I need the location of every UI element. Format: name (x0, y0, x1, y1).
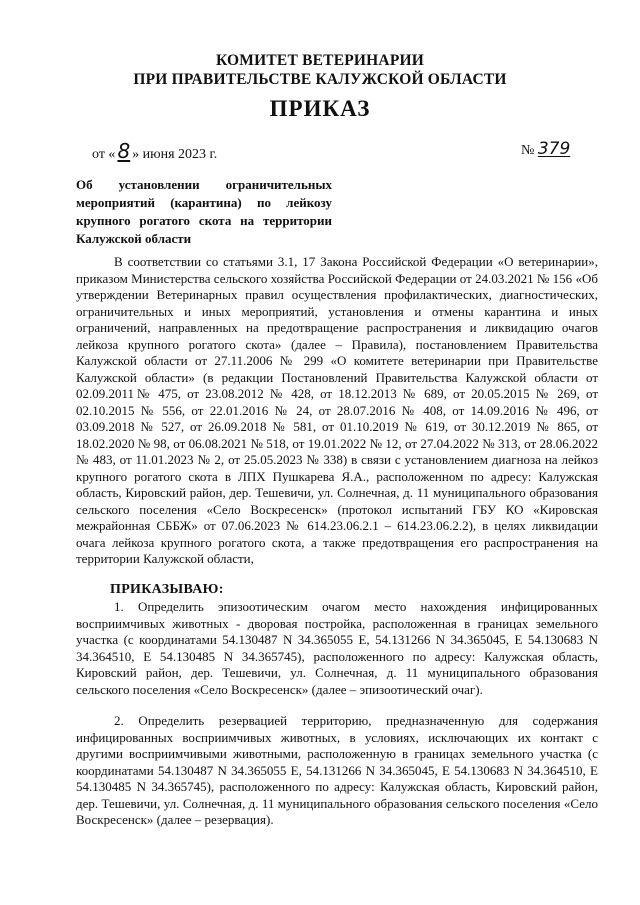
document-type-heading: ПРИКАЗ (269, 96, 371, 121)
document-title: Об установлении ограничительных мероприятий (карантина) по лейкозу крупного рогатого скота на территории Калужской области (76, 177, 332, 246)
number-prefix: № (521, 143, 535, 158)
order-word: ПРИКАЗЫВАЮ: (110, 582, 224, 597)
document-number (521, 139, 570, 159)
date-day-handwritten: 8 (117, 139, 131, 163)
order-item-1: 1. Определить эпизоотическим очагом место нахождения инфицированных восприимчивых животных - дворовая постройка, расположенная в границах земельного участка (с координатами 54.130487 N 34.365055 E, 54.131266 N 34.365045, E 54.130683 N 34.364510, E 54.130485 N 34.365745), расположенного по адресу: Калужская область, Кировский район, дер. Тешевичи, ул. Солнечная, д. 11 муниципального образования сельского поселения «Село Воскресенск» (далее – эпизоотический очаг). (76, 599, 598, 697)
document-date (92, 139, 217, 163)
organization-name-line1: КОМИТЕТ ВЕТЕРИНАРИИ (216, 52, 424, 69)
number-handwritten: 379 (537, 139, 571, 159)
order-item-2: 2. Определить резервацией территорию, предназначенную для содержания инфицированных восприимчивых животных, в условиях, исключающих их контакт с другими восприимчивыми животными, расположенную в границах земельного участка (с координатами 54.130487 N 34.365055 E, 54.131266 N 34.365045, E 54.130683 N 34.364510, E 54.130485 N 34.365745), расположенного по адресу: Калужская область, Кировский район, дер. Тешевичи, ул. Солнечная, д. 11 муниципального образования сельского поселения «Село Воскресенск» (далее – резервация). (76, 713, 598, 827)
date-suffix: » июня 2023 г. (132, 147, 218, 162)
date-prefix: от « (92, 147, 116, 162)
preamble-paragraph: В соответствии со статьями 3.1, 17 Закона Российской Федерации «О ветеринарии», приказом Министерства сельского хозяйства Российской Федерации от 24.03.2021 № 156 «Об утверждении Ветеринарных правил осуществления профилактических, диагностических, ограничительных и иных мероприятий, установления и отмены карантина и иных ограничений, направленных на предотвращение распространения и ликвидацию очагов лейкоза крупного рогатого скота» (далее – Правила), постановлением Правительства Калужской области от 27.11.2006 № 299 «О комитете ветеринарии при Правительстве Калужской области» (в редакции Постановлений Правительства Калужской области от 02.09.2011№ 475, от 23.08.2012 № 428, от 18.12.2013 № 689, от 20.05.2015 № 269, от 02.10.2015 № 556, от 22.01.2016 № 24, от 28.07.2016 № 408, от 14.09.2016 № 496, от 03.09.2018 № 527, от 26.09.2018 № 581, от 01.10.2019 № 619, от 30.12.2019 № 865, от 18.02.2020 № 98, от 06.08.2021 № 518, от 19.01.2022 № 12, от 27.04.2022 № 313, от 28.06.2022 № 483, от 11.01.2023 № 2, от 25.05.2023 № 338) в связи с установлением диагноза на лейкоз крупного рогатого скота в ЛПХ Пушкарева Я.А., расположенном по адресу: Калужская область, Кировский район, дер. Тешевичи, ул. Солнечная, д. 11 муниципального образования сельского поселения «Село Воскресенск» (протокол испытаний ГБУ КО «Кировская межрайонная СББЖ» от 07.06.2023 № 614.23.06.2.1 – 614.23.06.2.2), в целях ликвидации очага лейкоза крупного рогатого скота, а также предотвращения его распространения на территории Калужской области, (76, 254, 598, 566)
organization-name-line2: ПРИ ПРАВИТЕЛЬСТВЕ КАЛУЖСКОЙ ОБЛАСТИ (133, 71, 507, 88)
